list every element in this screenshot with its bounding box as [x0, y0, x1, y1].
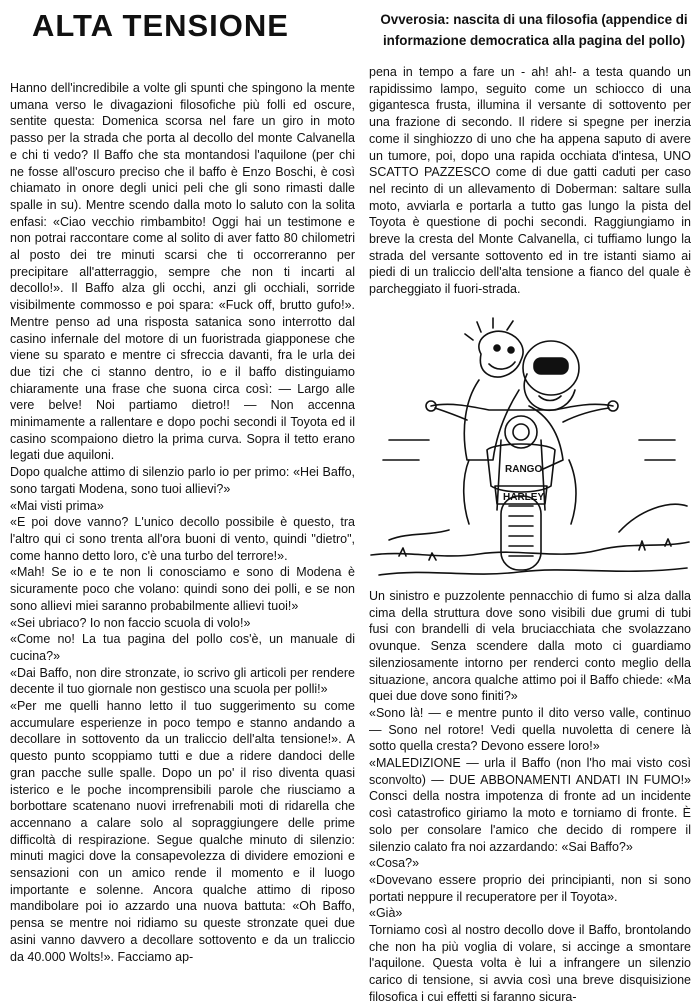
paragraph: «Già» — [369, 906, 403, 921]
paragraph: «Sei ubriaco? Io non faccio scuola di volo!» — [10, 615, 251, 630]
paragraph: «Mah! Se io e te non li conosciamo e sono di Modena è sicuramente poco che volano: quindi sono dei polli, e se non sono allievi miei saranno probabilmente allievi tuoi!» — [10, 565, 355, 613]
goggles — [534, 358, 568, 374]
road-curve — [389, 530, 449, 540]
paragraph: «MALEDIZIONE — urla il Baffo (non l'ho mai visto così sconvolto) — DUE ABBONAMENTI ANDATI IN FUMO!» Consci della nostra impotenza di fronte ad un incidente così catastrofico giriamo la moto e torniamo di fronte. È solo per consolare l'amico che decido di rompere il silenzio calato fra noi azzardando: «Sai Baffo?» — [369, 756, 691, 854]
left-column — [10, 80, 355, 965]
paragraph: «E poi dove vanno? L'unico decollo possibile è questo, tra l'altro qui ci sono trenta all'ora buoni di vento, quindi "dietro", come hanno detto loro, c'è una turbo del terrore!». — [10, 515, 355, 563]
article-subtitle: Ovverosia: nascita di una filosofia (appendice di informazione democratica alla pagina del pollo) — [380, 12, 688, 48]
right-column-bottom — [369, 588, 691, 1006]
rider-body — [529, 406, 563, 470]
front-wheel — [501, 496, 541, 570]
right-column-top — [369, 64, 691, 298]
paragraph: Torniamo così al nostro decollo dove il Baffo, brontolando che non ha più voglia di volare, si accinge a smontare l'aquilone. Questa volta è lui a infrangere un silenzio carico di tensione, si avvia così una breve disquisizione filosofica i cui effetti si faranno sicura- — [369, 923, 691, 1004]
paragraph: «Come no! La tua pagina del pollo cos'è, un manuale di cucina?» — [10, 632, 355, 663]
paragraph: Un sinistro e puzzolente pennacchio di fumo si alza dalla cima della struttura dove sono visibili due grumi di tubi fusi con brandelli di vela bruciacchiata che svolazzano ovunque. Senza scendere dalla moto ci guardiamo silenziosamente intorno per renderci conto meglio della situazione, ancora qualche attimo poi il Baffo chiede: «Ma quei due dove sono finiti?» — [369, 589, 691, 704]
paragraph: Dopo qualche attimo di silenzio parlo io per primo: «Hei Baffo, sono targati Modena, sono tuoi allievi?» — [10, 465, 355, 496]
plate-label: HARLEY — [503, 492, 545, 503]
article-title: ALTA TENSIONE — [32, 8, 289, 43]
cartoon-motorcycle-illustration — [369, 310, 691, 582]
paragraph: «Cosa?» — [369, 856, 420, 871]
road-curve — [619, 504, 687, 532]
paragraph: «Per me quelli hanno letto il tuo suggerimento su come accumulare esperienze in poco tempo e stanno andando a decollare in sottovento da un traliccio dell'alta tensione!». A questo punto scoppiamo tutti e due a ridere dandoci delle gran pacche sulle spalle. Dopo un po' il riso diventa quasi isterico e le poche incomprensibili parole che riusciamo a borbottare scatenano nuovi irrefrenabili moti di ridarella che accennano a calare solo al sopraggiungere delle prime difficoltà di respirazione. Segue qualche minuto di silenzio: minuti magici dove la consapevolezza di dividere emozioni e sensazioni con un amico rende il momento e il luogo importante e solenne. Ancora qualche attimo di riposo mandibolare poi io azzardo una nuova battuta: «Oh Baffo, pensa se mentre noi ridiamo su queste stronzate quei due asini vanno davvero a decollare sottovento e da un traliccio da 40.000 Wolts!». Facciamo ap- — [10, 699, 355, 964]
paragraph: «Mai visti prima» — [10, 498, 104, 513]
handlebar — [431, 404, 613, 410]
tank-label: RANGO — [505, 464, 543, 475]
paragraph: Hanno dell'incredibile a volte gli spunti che spingono la mente umana verso le divagazioni filosofiche più folli ed oscure, sentite questa: Domenica scorsa nel fare un giro in moto passo per la strada che porta al decollo del monte Calvanella e chi ti vedo? Il Baffo che sta montandosi l'aquilone (per chi ne fosse all'oscuro preciso che il baffo è Enzo Boschi, è così chiamato in onore degli unici peli che gli sono rimasti dalle spalle in su). Mentre scendo dalla moto lo saluto con la solita enfasi: «Ciao vecchio rimbambito! Oggi hai un testimone e non potrai raccontare come al solito di aver fatto 80 chilometri al posto dei tre minuti scarsi che ti occorreranno per precipitare all'atterraggio, sempre che non ti incarti al decollo!». Il Baffo alza gli occhi, anzi gli occhiali, sorride visibilmente commosso e poi spara: «Fuck off, brutto gufo!». Mentre penso ad una risposta satanica sono interrotto dal casino infernale del motore di un fuoristrada giapponese che viene su sparato e mentre ci sfreccia davanti, fra le urla dei due tizi che ci stanno dentro, io e il baffo distinguiamo chiaramente una frase che suona circa così: — Largo alle vere belve! Noi partiamo dietro!! — Non accenna minimamente a rallentare e dopo pochi secondi il Toyota ed il casino scompaiono dietro la prima curva. Sopra il tetto erano legati due aquiloni. — [10, 81, 355, 463]
paragraph: pena in tempo a fare un - ah! ah!- a testa quando un rapidissimo lampo, seguito come un schiocco di una gigantesca frusta, illumina il versante di sottovento per una frazione di secondo. Il ridere si spegne per inerzia come il singhiozzo di uno che ha appena saputo di avere un tumore, poi, dopo una rapida occhiata d'intesa, UNO SCATTO PAZZESCO come di due gatti caduti per caso nel recinto di un allevamento di Doberman: saltare sulla moto, avviarla e portarla a tutto gas lungo la pista del Toyota è questione di pochi secondi. Raggiungiamo in breve la cresta del Monte Calvanella, ci tuffiamo lungo la strada del versante sottovento ed in tre istanti siamo ai piedi di un traliccio dell'alta tensione a fianco del quale è parcheggiato il fuori-strada. — [369, 65, 691, 297]
ground-line — [379, 568, 687, 575]
paragraph: «Dai Baffo, non dire stronzate, io scrivo gli articoli per rendere decente il tuo giornale non gestisco una scuola per polli!» — [10, 665, 355, 697]
rider-face — [479, 331, 523, 377]
paragraph: «Dovevano essere proprio dei principianti, non si sono portati neppure il recuperatore per il Toyota». — [369, 872, 691, 904]
paragraph: «Sono là! — e mentre punto il dito verso valle, continuo — Sono nel rotore! Vedi quella nuvoletta di cenere là sotto quella cresta? Devono essere loro!» — [369, 705, 691, 754]
